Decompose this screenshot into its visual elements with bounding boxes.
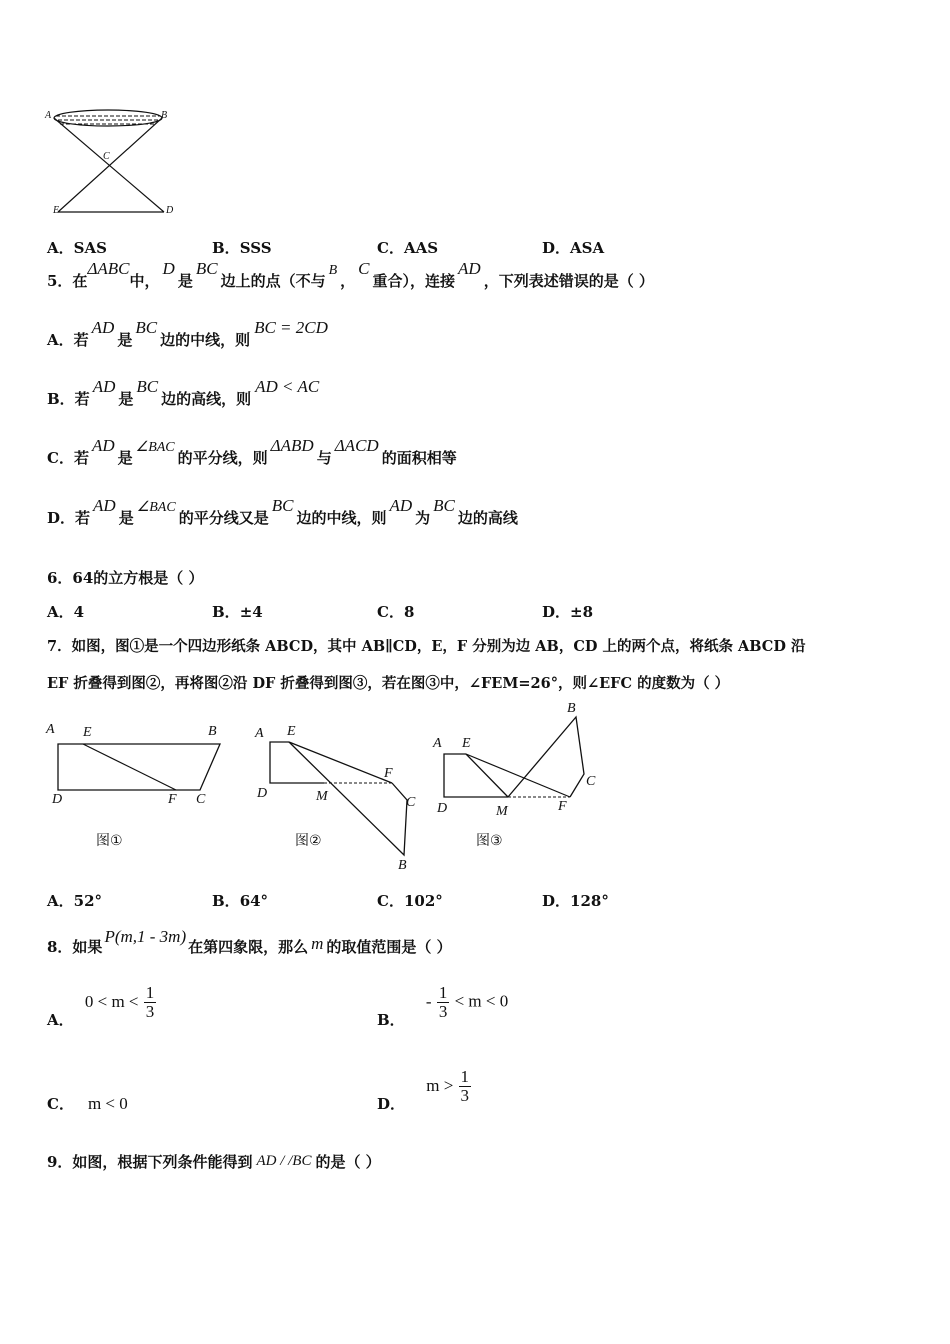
q4-option-a[interactable]: A．SAS: [47, 239, 107, 257]
q7-option-b[interactable]: B．64°: [212, 892, 269, 910]
q7-option-a[interactable]: A．52°: [47, 892, 103, 910]
q7-fig2-left: [270, 742, 324, 783]
q7-fig2-label-d: D: [257, 786, 268, 801]
q7-fig1-label-b: B: [208, 724, 217, 739]
q8-option-b[interactable]: B． - $\frac{1}{3}$ < m < 0: [377, 983, 509, 1029]
q7-fig2-label-f: F: [384, 766, 393, 781]
q7-fig3-label-d: D: [437, 801, 448, 816]
q7-fig3-fold: [508, 717, 584, 797]
q7-fig2-label-m: M: [316, 789, 328, 804]
q7-stem-line2: EF 折叠得到图②，再将图②沿 DF 折叠得到图③，若在图③中，∠FEM=26°，则∠EFC 的度数为（ ）: [47, 675, 730, 692]
q7-fig3-label-b: B: [567, 701, 576, 716]
q6-stem: 6．64的立方根是（ ）: [47, 569, 204, 587]
q5-option-c[interactable]: C．若AD是∠BAC的平分线，则ΔABD与ΔACD的面积相等: [47, 436, 457, 467]
q4-option-d[interactable]: D．ASA: [542, 239, 605, 257]
q6-option-d[interactable]: D．±8: [542, 603, 594, 621]
q4-option-b[interactable]: B．SSS: [212, 239, 272, 257]
q8-option-b-fraction: $\frac{1}{3}$: [438, 983, 448, 1021]
q8-option-a[interactable]: A． 0 < m < $\frac{1}{3}$: [47, 983, 155, 1029]
q7-option-c[interactable]: C．102°: [377, 892, 443, 910]
q7-fig2-label-c: C: [406, 795, 416, 810]
q7-caption-1: 图①: [96, 833, 123, 849]
q7-fig3-label-m: M: [496, 804, 508, 819]
q5-option-b[interactable]: B．若AD是BC边的高线，则AD < AC: [47, 377, 320, 408]
q8-option-d[interactable]: D． m > $\frac{1}{3}$: [377, 1067, 470, 1113]
q7-fig3-label-c: C: [586, 774, 596, 789]
q4-label-b: B: [161, 110, 168, 121]
q7-fig1-label-d: D: [52, 792, 63, 807]
q7-fig3-ef: [466, 754, 570, 797]
q8-option-a-fraction: $\frac{1}{3}$: [145, 983, 155, 1021]
q7-caption-3: 图③: [476, 833, 503, 849]
q6-option-c[interactable]: C．8: [377, 603, 415, 621]
q7-fig2-label-a: A: [255, 726, 264, 741]
q5-stem: 5．在ΔABC中，D是BC边上的点（不与B，C重合），连接AD，下列表述错误的是（ ）: [47, 259, 654, 290]
q5-option-d[interactable]: D．若AD是∠BAC的平分线又是BC边的中线，则AD为BC边的高线: [47, 496, 518, 527]
q7-fig3-left: [444, 754, 508, 797]
q6-option-a[interactable]: A．4: [47, 603, 85, 621]
q7-fig3-em: [466, 754, 508, 797]
q7-fig1-label-a: A: [46, 722, 55, 737]
q8-stem: 8．如果P(m,1 - 3m)在第四象限，那么 m 的取值范围是（ ）: [47, 927, 452, 956]
q7-fig3-label-a: A: [433, 736, 442, 751]
q4-label-a: A: [45, 110, 52, 121]
q7-fig3-label-f: F: [558, 799, 567, 814]
q7-fig1-label-c: C: [196, 792, 206, 807]
q7-fig1-ef: [83, 744, 176, 790]
q7-caption-2: 图②: [295, 833, 322, 849]
q4-label-d: D: [166, 205, 174, 216]
q6-option-b[interactable]: B．±4: [212, 603, 263, 621]
q4-label-c: C: [103, 151, 110, 162]
q7-fig1-shape: [58, 744, 220, 790]
q9-stem: 9．如图，根据下列条件能得到 AD / /BC 的是（ ）: [47, 1153, 381, 1171]
q5-option-a[interactable]: A．若AD是BC边的中线，则BC = 2CD: [47, 318, 328, 349]
q7-fig1-label-f: F: [168, 792, 177, 807]
q7-fig3-label-e: E: [462, 736, 471, 751]
q8-option-c[interactable]: C． m < 0: [47, 1094, 128, 1113]
q4-option-c[interactable]: C．AAS: [377, 239, 439, 257]
q7-fig2-ef: [289, 742, 392, 783]
q8-option-d-fraction: $\frac{1}{3}$: [460, 1067, 470, 1105]
q7-stem-line1: 7．如图，图①是一个四边形纸条 ABCD，其中 AB∥CD，E，F 分别为边 AB，CD 上的两个点，将纸条 ABCD 沿: [47, 638, 806, 655]
q7-fig2-label-e: E: [287, 724, 296, 739]
q7-fig1-label-e: E: [83, 725, 92, 740]
q4-label-e: E: [53, 205, 60, 216]
q7-fig2-label-b: B: [398, 858, 407, 873]
q7-option-d[interactable]: D．128°: [542, 892, 609, 910]
